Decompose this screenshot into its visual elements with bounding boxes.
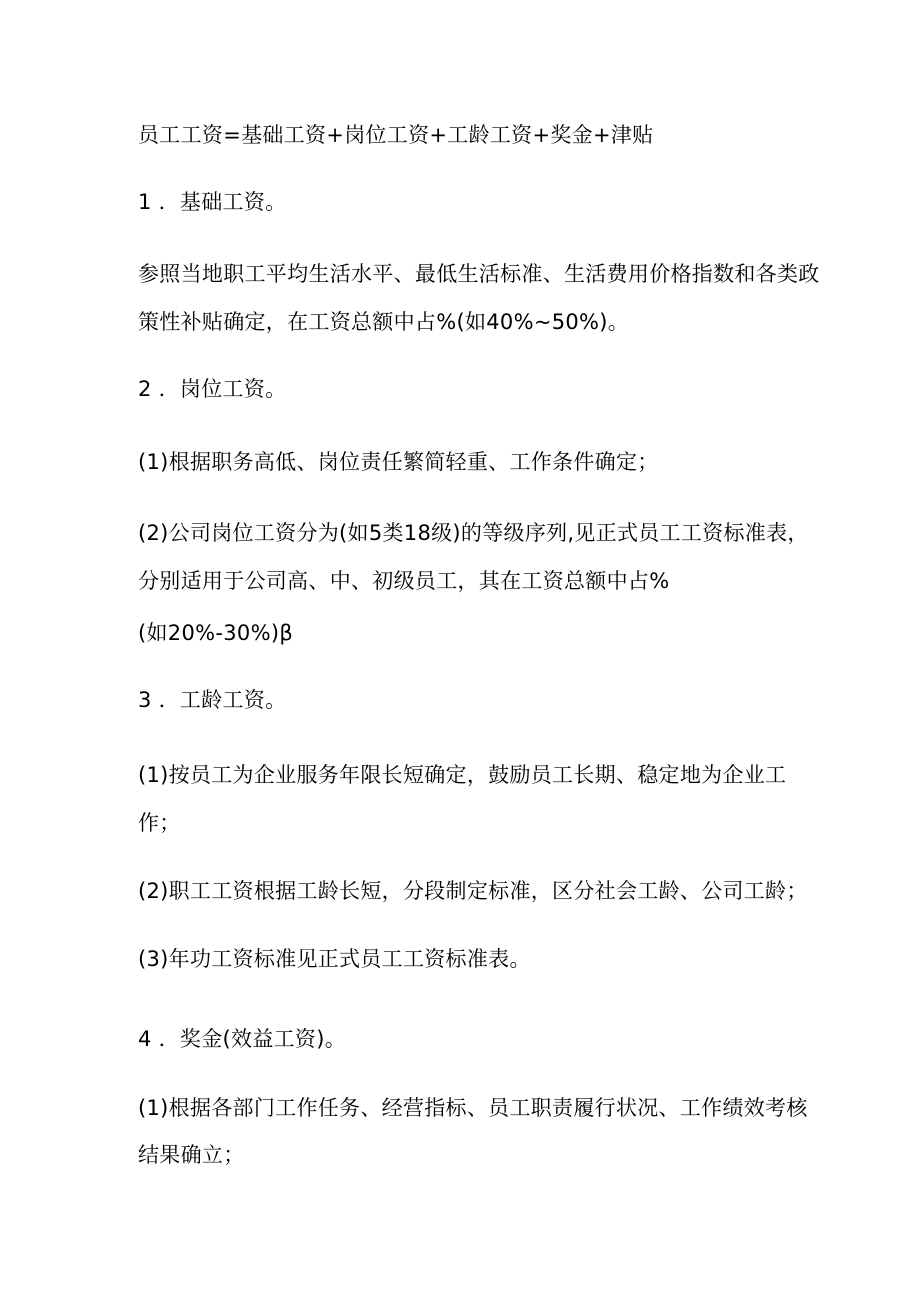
paragraph-line: 分别适用于公司高、中、初级员工，其在工资总额中占%	[138, 569, 670, 593]
list-item: (2)公司岗位工资分为(如5类18级)的等级序列,见正式员工工资标准表，	[138, 521, 809, 545]
section-heading-seniority-salary: 3 ．工龄工资。	[138, 688, 287, 712]
paragraph-line: 参照当地职工平均生活水平、最低生活标准、生活费用价格指数和各类政	[138, 262, 820, 286]
paragraph-line: 作；	[138, 811, 181, 835]
formula-line: 员工工资=基础工资+岗位工资+工龄工资+奖金+津贴	[138, 123, 654, 147]
list-item: (1)根据职务高低、岗位责任繁简轻重、工作条件确定；	[138, 450, 659, 474]
paragraph-line: 策性补贴确定，在工资总额中占%(如40%~50%)。	[138, 310, 630, 334]
list-item: (1)根据各部门工作任务、经营指标、员工职责履行状况、工作绩效考核	[138, 1096, 808, 1120]
section-heading-basic-salary: 1 ．基础工资。	[138, 190, 287, 214]
list-item: (2)职工工资根据工龄长短，分段制定标准，区分社会工龄、公司工龄；	[138, 879, 808, 903]
paragraph-line: 结果确立；	[138, 1143, 245, 1167]
list-item: (3)年功工资标准见正式员工工资标准表。	[138, 947, 531, 971]
list-item: (1)按员工为企业服务年限长短确定，鼓励员工长期、稳定地为企业工	[138, 763, 787, 787]
section-heading-bonus: 4 ．奖金(效益工资)。	[138, 1027, 347, 1051]
section-heading-position-salary: 2 ．岗位工资。	[138, 377, 287, 401]
paragraph-line: (如20%-30%)β	[138, 621, 294, 645]
